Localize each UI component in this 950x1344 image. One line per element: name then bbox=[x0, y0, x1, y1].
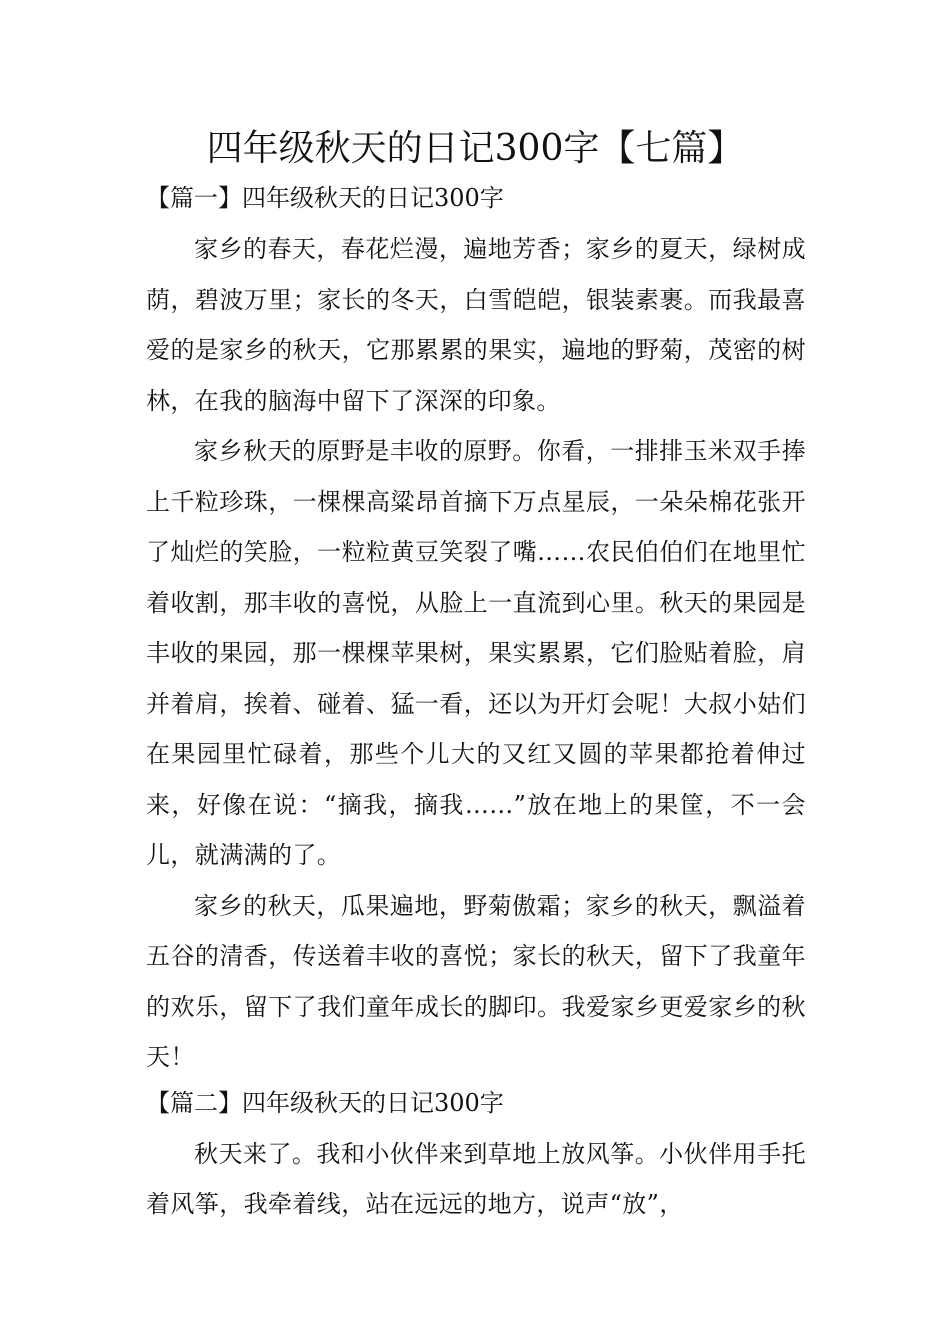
paragraph: 家乡的春天，春花烂漫，遍地芳香；家乡的夏天，绿树成荫，碧波万里；家长的冬天，白雪皑皑，银装素裹。而我最喜爱的是家乡的秋天，它那累累的果实，遍地的野菊，茂密的树林，在我的脑海中留下了深深的印象。 bbox=[146, 235, 806, 415]
paragraph: 家乡的秋天，瓜果遍地，野菊傲霜；家乡的秋天，飘溢着五谷的清香，传送着丰收的喜悦；家长的秋天，留下了我童年的欢乐，留下了我们童年成长的脚印。我爱家乡更爱家乡的秋天！ bbox=[146, 891, 806, 1071]
section-heading: 【篇二】四年级秋天的日记300字 bbox=[146, 1088, 504, 1117]
section-heading: 【篇一】四年级秋天的日记300字 bbox=[146, 184, 504, 212]
document-title: 四年级秋天的日记300字【七篇】 bbox=[206, 128, 744, 169]
paragraph: 家乡秋天的原野是丰收的原野。你看，一排排玉米双手捧上千粒珍珠，一棵棵高粱昂首摘下万点星辰，一朵朵棉花张开了灿烂的笑脸，一粒粒黄豆笑裂了嘴……农民伯伯们在地里忙着收割，那丰收的喜悦，从脸上一直流到心里。秋天的果园是丰收的果园，那一棵棵苹果树，果实累累，它们脸贴着脸，肩并着肩，挨着、碰着、猛一看，还以为开灯会呢！大叔小姑们在果园里忙碌着，那些个儿大的又红又圆的苹果都抢着伸过来，好像在说：“摘我，摘我……”放在地上的果筐，不一会儿，就满满的了。 bbox=[146, 437, 806, 869]
section-1 bbox=[146, 178, 806, 1083]
document-body bbox=[146, 178, 806, 1230]
paragraph: 秋天来了。我和小伙伴来到草地上放风筝。小伙伴用手托着风筝，我牵着线，站在远远的地方，说声“放”， bbox=[146, 1139, 806, 1218]
section-2 bbox=[146, 1083, 806, 1230]
